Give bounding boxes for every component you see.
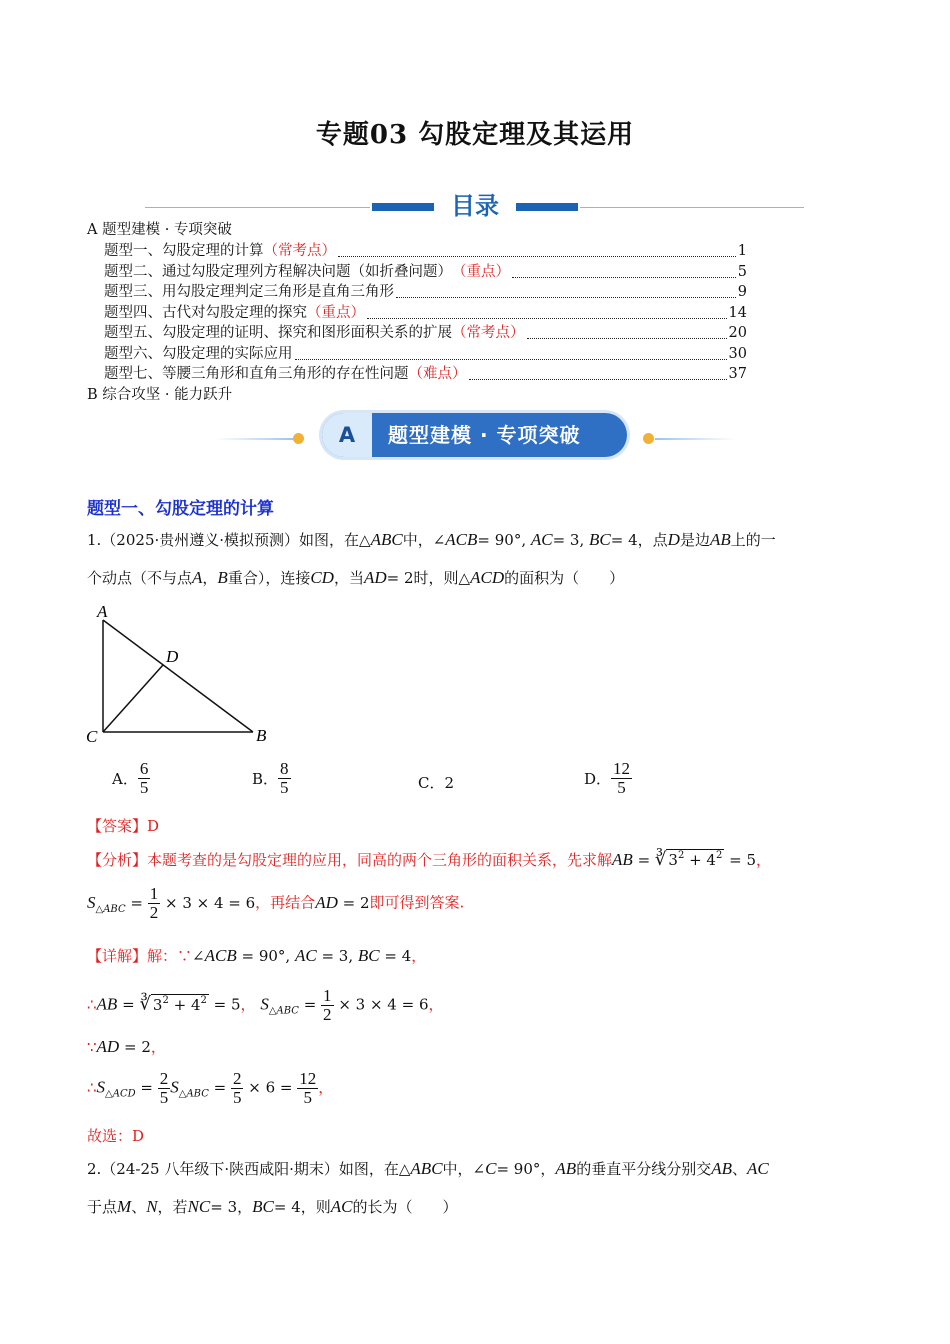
option-b[interactable] — [252, 760, 291, 797]
option-label: D． — [584, 770, 612, 788]
toc-item-text: 题型四、古代对勾股定理的探究 — [104, 305, 307, 321]
q1-text: 上的一 — [730, 531, 776, 549]
q1-math: AC — [530, 530, 553, 549]
q1-math: ACB — [445, 530, 478, 549]
toc-item-text: 题型一、勾股定理的计算 — [104, 243, 264, 259]
q2-math: N — [146, 1197, 158, 1216]
toc-bar-right — [516, 203, 578, 211]
toc-item-tag: （重点） — [307, 305, 365, 321]
fraction-den: 5 — [617, 778, 626, 797]
fraction-den: 5 — [280, 778, 289, 797]
option-value: 2 — [444, 774, 455, 792]
option-label: C． — [418, 774, 445, 792]
banner-letter: A — [322, 413, 372, 457]
q1-text: 的面积为（ ） — [504, 569, 625, 587]
banner-text: 题型建模 · 专项突破 — [388, 423, 581, 447]
banner-line-left — [215, 438, 295, 440]
q1-text: 时，则 — [413, 569, 459, 587]
toc-section-b[interactable]: B 综合攻坚 · 能力跃升 — [87, 387, 233, 403]
q2-math: BC — [252, 1197, 274, 1216]
triangle-figure — [80, 598, 280, 748]
q2-math: = 4 — [273, 1198, 301, 1216]
banner-dot-right — [643, 433, 654, 444]
q2-math: M — [117, 1197, 132, 1216]
q2-text: ，则 — [300, 1198, 331, 1216]
detail-text: 解：∵ — [147, 947, 193, 965]
q2-math: AC — [747, 1159, 769, 1178]
label-d: D — [166, 647, 179, 666]
toc-item-page: 9 — [737, 284, 747, 300]
toc-item-page: 37 — [728, 366, 747, 382]
therefore-symbol: ∴ — [87, 1078, 97, 1097]
toc-dots — [338, 256, 736, 257]
q2-text: 的长为（ ） — [352, 1198, 458, 1216]
q1-text: 是边 — [679, 531, 710, 549]
q2-text: 、 — [732, 1160, 748, 1178]
q2-math: = 3 — [210, 1198, 238, 1216]
toc-dots — [469, 379, 727, 380]
q1-math: D — [667, 530, 680, 549]
toc-item-text: 题型七、等腰三角形和直角三角形的存在性问题 — [104, 366, 409, 382]
q2-math: NC — [187, 1197, 211, 1216]
toc-item-text: 题型六、勾股定理的实际应用 — [104, 346, 293, 362]
toc-item-text: 题型三、用勾股定理判定三角形是直角三角形 — [104, 284, 394, 300]
section-heading: 题型一、勾股定理的计算 — [87, 499, 274, 519]
q2-math: ABC — [410, 1159, 443, 1178]
page-title: 专题03 勾股定理及其运用 — [315, 120, 635, 150]
toc-item-text: 题型二、通过勾股定理列方程解决问题（如折叠问题） — [104, 264, 452, 280]
toc-item-page: 1 — [737, 243, 747, 259]
q1-line2: 个动点（不与点A，B重合），连接CD，当AD= 2时，则△ACD的面积为（ ） — [87, 568, 625, 587]
answer-value: D — [147, 817, 160, 835]
toc-item[interactable] — [104, 262, 747, 283]
q1-text: 1.（2025·贵州遵义·模拟预测）如图，在 — [87, 531, 360, 549]
q1-math: ACD — [470, 568, 505, 587]
toc-dots — [527, 338, 727, 339]
banner-line-right — [655, 438, 735, 440]
toc-item[interactable] — [104, 282, 747, 303]
q1-text: ，当 — [333, 569, 364, 587]
toc-item[interactable] — [104, 303, 747, 324]
q2-math: C — [485, 1159, 497, 1178]
toc-dots — [367, 318, 727, 319]
q2-text: 2.（24-25 八年级下·陕西咸阳·期末）如图，在 — [87, 1160, 399, 1178]
label-b: B — [256, 726, 267, 745]
analysis-text: 本题考查的是勾股定理的应用，同高的两个三角形的面积关系，先求解 — [147, 851, 613, 869]
toc-item-page: 20 — [728, 325, 747, 341]
toc-divider-right — [580, 207, 804, 208]
fraction-den: 5 — [139, 778, 149, 797]
option-d[interactable] — [584, 760, 632, 797]
toc-item[interactable] — [104, 364, 747, 385]
option-c[interactable] — [418, 772, 454, 793]
q2-text: 、 — [131, 1198, 147, 1216]
answer — [87, 815, 159, 836]
fraction-num: 8 — [280, 759, 289, 778]
q2-text: ， — [540, 1160, 556, 1178]
toc-item[interactable] — [104, 323, 747, 344]
q1-text: ， — [202, 569, 218, 587]
analysis-text: ，再结合 — [255, 893, 316, 912]
q2-math: AC — [330, 1197, 353, 1216]
q2-math: = 90° — [496, 1160, 541, 1178]
q1-line1: 1.（2025·贵州遵义·模拟预测）如图，在△ABC中，∠ACB= 90°, AC= 3, BC= 4，点D是边AB上的一 — [87, 530, 776, 549]
q1-math: = 2 — [386, 569, 414, 587]
detail-line2: ∴AB = ∛ $3^2 + 4^2 = 5$， $S_{\triangle ABC}$ = $\frac{1}{2}$ × 3 × 4 = 6， — [87, 986, 444, 1024]
detail-tag: 【详解】 — [87, 947, 148, 965]
fraction-num: 6 — [139, 759, 149, 778]
q1-math: = 3, — [552, 531, 590, 549]
q1-math: B — [217, 568, 228, 587]
segment-cd — [103, 665, 163, 732]
banner-dot-left — [293, 433, 304, 444]
q2-text: 的垂直平分线分别交 — [576, 1160, 712, 1178]
toc-section-a[interactable]: A 题型建模 · 专项突破 — [87, 222, 232, 238]
toc-item-tag: （常考点） — [263, 243, 336, 259]
choose-answer: 故选：D — [87, 1127, 145, 1145]
toc-item-page: 14 — [728, 305, 747, 321]
q2-text: ， — [237, 1198, 253, 1216]
fraction — [611, 760, 632, 797]
q1-math: CD — [310, 568, 334, 587]
option-a[interactable] — [112, 760, 150, 797]
segment-ab — [103, 620, 253, 732]
q2-text: ，若 — [157, 1198, 188, 1216]
because-symbol: ∵ — [87, 1038, 97, 1056]
q2-line1: 2.（24-25 八年级下·陕西咸阳·期末）如图，在△ABC中，∠C= 90°，AB的垂直平分线分别交AB、AC — [87, 1159, 769, 1178]
fraction-num: 12 — [613, 759, 631, 778]
q1-math: ABC — [370, 530, 403, 549]
fraction — [138, 760, 151, 797]
detail-line4: $\therefore S_{\triangle ACD}$ = $\frac{2}{5}$ $S_{\triangle ABC}$ = $\frac{2}{5}$ × 6 = $\frac{12}{5}$ ， — [87, 1069, 334, 1107]
analysis-tag: 【分析】 — [87, 851, 148, 869]
q1-text: 中， — [402, 531, 433, 549]
toc-item-page: 5 — [737, 264, 747, 280]
toc-dots — [396, 297, 736, 298]
q1-math: = 90°, — [477, 531, 531, 549]
toc-item-text: 题型五、勾股定理的证明、探究和图形面积关系的扩展 — [104, 325, 452, 341]
q1-text: 个动点（不与点 — [87, 569, 193, 587]
therefore-symbol: ∴ — [87, 995, 97, 1014]
answer-tag: 【答案】 — [87, 817, 148, 835]
detail-line1: 【详解】解：∵∠ACB = 90°, AC = 3, BC = 4， — [87, 946, 427, 965]
toc-heading: 目录 — [451, 191, 499, 220]
q1-math: BC — [589, 530, 611, 549]
fraction — [278, 760, 291, 797]
q1-text: 重合），连接 — [227, 569, 311, 587]
q2-text: 中， — [442, 1160, 473, 1178]
section-banner — [322, 413, 627, 457]
q2-math: AB — [711, 1159, 732, 1178]
analysis-line2: $S_{\triangle ABC}$ = $\frac{1}{2}$ × 3 × 4 = 6，再结合AD = 2即可得到答案. — [87, 884, 465, 922]
toc-item-tag: （重点） — [452, 264, 510, 280]
analysis-text: 即可得到答案. — [369, 893, 465, 912]
toc-dots — [512, 277, 736, 278]
detail-line3: ∵AD = 2， — [87, 1037, 166, 1056]
q1-text: ，点 — [637, 531, 668, 549]
toc-item[interactable] — [104, 241, 747, 262]
q2-line2 — [87, 1196, 458, 1217]
toc-item-page: 30 — [728, 346, 747, 362]
toc-item-tag: （难点） — [408, 366, 467, 382]
label-c: C — [86, 727, 98, 746]
q2-text: 于点 — [87, 1198, 118, 1216]
analysis-line1: 【分析】本题考查的是勾股定理的应用，同高的两个三角形的面积关系，先求解AB = ∛ $3^2 + 4^2 = 5$， — [87, 849, 772, 870]
toc-item[interactable] — [104, 344, 747, 365]
toc-item-tag: （常考点） — [452, 325, 525, 341]
toc-dots — [295, 359, 727, 360]
q1-math: = 4 — [610, 531, 638, 549]
q2-math: AB — [555, 1159, 577, 1178]
q1-math: AD — [363, 568, 387, 587]
q1-math: A — [192, 568, 203, 587]
q1-math: AB — [709, 530, 731, 549]
option-label: B． — [252, 770, 279, 788]
label-a: A — [97, 602, 108, 621]
option-label: A． — [112, 770, 138, 788]
